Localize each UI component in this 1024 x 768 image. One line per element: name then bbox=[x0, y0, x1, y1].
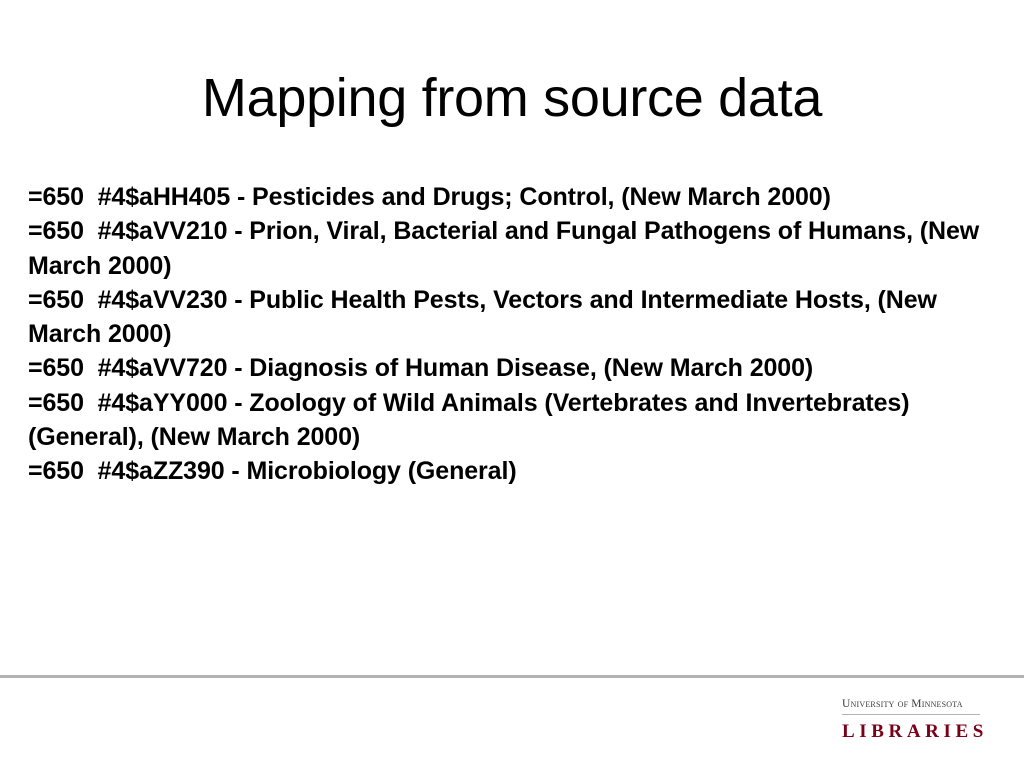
logo-libraries-wordmark: LIBRARIES bbox=[842, 721, 988, 742]
footer-divider bbox=[0, 675, 1024, 678]
marc-entry: =650 #4$aVV210 - Prion, Viral, Bacterial and Fungal Pathogens of Humans, (New March 2000) bbox=[28, 217, 986, 280]
marc-entry: =650 #4$aVV230 - Public Health Pests, Vectors and Intermediate Hosts, (New March 2000) bbox=[28, 285, 944, 349]
university-libraries-logo bbox=[842, 697, 988, 747]
marc-entry-list bbox=[28, 180, 988, 489]
slide-title: Mapping from source data bbox=[201, 68, 823, 128]
logo-divider bbox=[842, 714, 980, 715]
marc-entry: =650 #4$aYY000 - Zoology of Wild Animals (Vertebrates and Invertebrates) (General), (New March 2000) bbox=[28, 388, 917, 452]
marc-entry: =650 #4$aVV720 - Diagnosis of Human Disease, (New March 2000) bbox=[28, 354, 814, 383]
marc-entry: =650 #4$aZZ390 - Microbiology (General) bbox=[28, 457, 517, 486]
marc-entry: =650 #4$aHH405 - Pesticides and Drugs; Control, (New March 2000) bbox=[28, 183, 831, 211]
logo-university-name: University of Minnesota bbox=[842, 698, 963, 710]
